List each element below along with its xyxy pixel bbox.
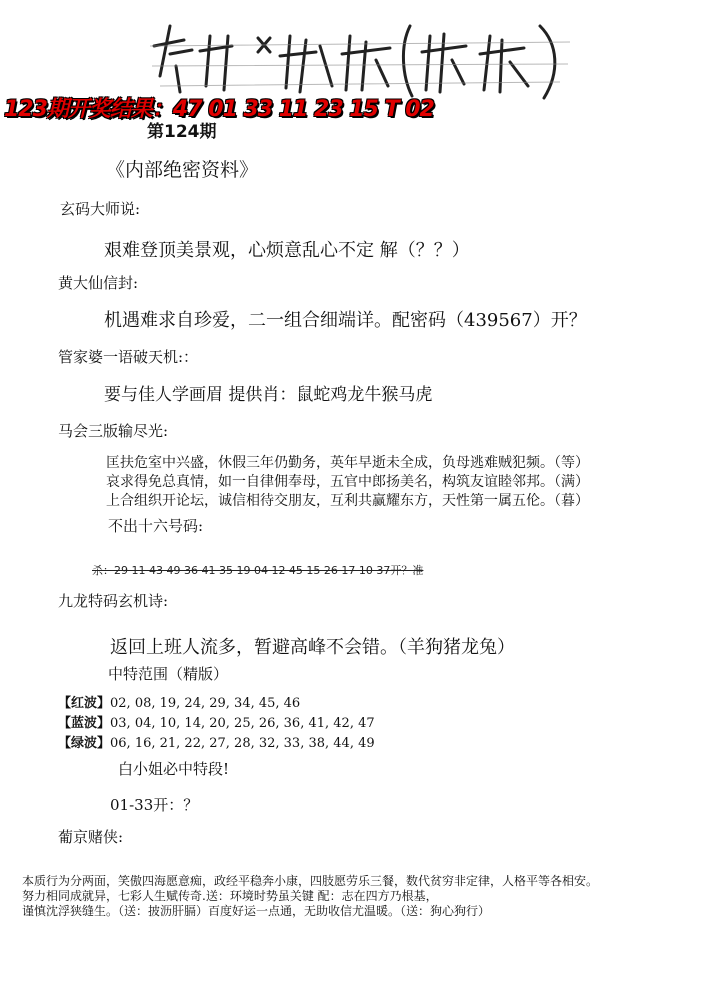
wave-numbers: 06, 16, 21, 22, 27, 28, 32, 33, 38, 44, 49 <box>110 736 375 751</box>
wave-numbers: 02, 08, 19, 24, 29, 34, 45, 46 <box>110 696 301 711</box>
footer-line: 努力相同成就异，七彩人生赋传奇.送：环境时势虽关键 配：志在四方乃根基， <box>22 889 438 903</box>
nine-dragon-label: 九龙特码玄机诗: <box>58 592 169 610</box>
draw-result-line: 123期开奖结果：47 01 33 11 23 15 T 02 <box>4 97 434 122</box>
document-heading: 《内部绝密资料》 <box>106 159 259 181</box>
banner-title <box>140 6 580 102</box>
wave-row-red <box>58 692 300 711</box>
wave-numbers: 03, 04, 10, 14, 20, 25, 26, 36, 41, 42, 47 <box>110 716 375 731</box>
footer-line: 谨慎沈浮狭缝生。（送：披沥肝膈）百度好运一点通，无助收信尤温暖。（送：狗心狗行） <box>22 904 491 918</box>
master-label: 玄码大师说: <box>60 200 141 218</box>
nine-dragon-text: 返回上班人流多，暂避高峰不会错。（羊狗猪龙兔） <box>110 637 515 658</box>
no-sixteen-label: 不出十六号码: <box>108 517 204 535</box>
range-label: 中特范围（精版） <box>108 665 229 683</box>
miss-bai-line: 白小姐必中特段! <box>118 760 230 778</box>
wave-tag: 【绿波】 <box>58 736 111 751</box>
master-text: 艰难登顶美景观，心烦意乱心不定 解（？？） <box>104 240 470 261</box>
horse-label: 马会三版输尽光: <box>58 422 169 440</box>
wave-tag: 【蓝波】 <box>58 716 111 731</box>
wave-tag: 【红波】 <box>58 696 111 711</box>
issue-number: 第124期 <box>147 122 217 142</box>
immortal-text: 机遇难求自珍爱，二一组合细端详。配密码（439567）开？ <box>104 310 587 331</box>
footer-line: 本质行为分两面，笑傲四海愿意痴，政经平稳奔小康，四肢愿劳乐三餐，数代贫穷非定律，人格平等各相安。 <box>22 874 599 888</box>
macau-label: 葡京赌侠: <box>58 828 124 846</box>
wave-row-green <box>58 732 375 751</box>
kill-numbers-line: 杀：29 11 43 49 36 41 35 19 04 12 45 15 26 17 10 37开？准 <box>92 564 424 577</box>
housekeeper-text: 要与佳人学画眉 提供肖：鼠蛇鸡龙牛猴马虎 <box>104 385 433 405</box>
immortal-label: 黄大仙信封: <box>58 274 139 292</box>
wave-row-blue <box>58 712 375 731</box>
banner-handwriting <box>140 6 580 102</box>
housekeeper-label: 管家婆一语破天机:： <box>58 348 199 366</box>
range-01-33: 01-33开：？ <box>110 796 199 814</box>
poem-line: 上合组织开论坛，诚信相待交朋友，互利共赢耀东方，天性第一属五伦。（暮） <box>106 493 589 509</box>
poem-line: 哀求得免总真情，如一自律佣奉母，五官中郎扬美名，构筑友谊睦邻邦。（满） <box>106 474 589 490</box>
poem-line: 匡扶危室中兴盛，休假三年仍勤务，英年早逝未全成，负母逃难贼犯频。（等） <box>106 455 589 471</box>
